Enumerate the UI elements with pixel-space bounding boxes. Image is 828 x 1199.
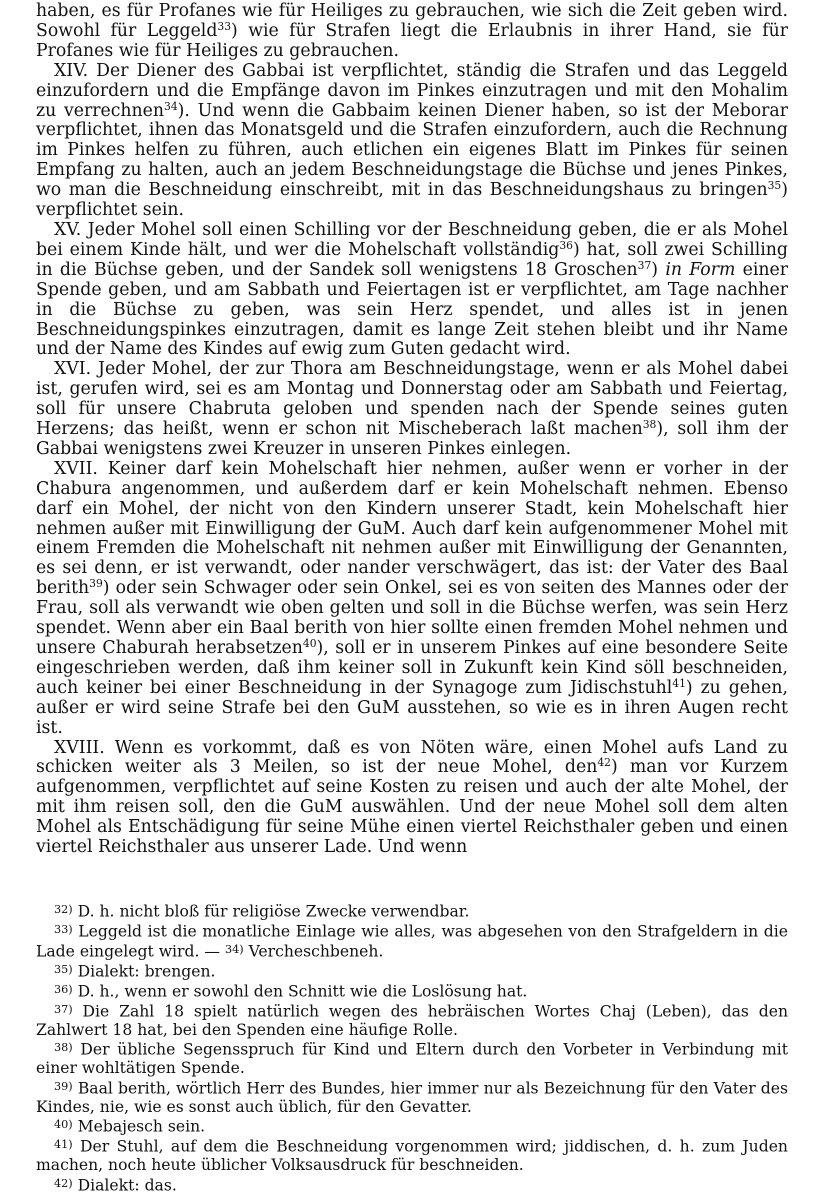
- paragraph-text: einer Spende geben, und am Sabbath und Feiertagen ist er verpflichtet, am Tage nachher in die Büchse zu geben, was sein Herz spendet, und alles ist in jenen Beschneidungspinkes einzutragen, damit es lange Zeit stehen bleibt und ihr Name und der Name des Kindes auf ewig zum Guten gedacht wird.: [36, 259, 788, 360]
- footnote-ref-41: 41: [672, 676, 686, 690]
- footnote-ref-33: 33: [217, 20, 232, 34]
- footnote-number: 38): [54, 1041, 73, 1055]
- footnote-39: [36, 1078, 788, 1117]
- main-text: [36, 2, 788, 858]
- section-number: XVI.: [54, 359, 92, 380]
- footnote-text: Dialekt: brengen.: [77, 962, 216, 981]
- paragraph-text: ), soll er in unserem Pinkes auf eine besondere Seite eingeschrieben werden, daß ihm keiner soll in Zukunft kein Kind söll beschneiden, auch keiner bei einer Beschneidung in der Synagoge zum Jidischstuhl: [36, 638, 788, 698]
- footnote-number-value: 35: [54, 962, 69, 976]
- footnote-number-value: 34: [224, 942, 240, 956]
- footnote-text: Vercheschbeneh.: [248, 942, 384, 961]
- footnote-ref-36: 36: [559, 238, 573, 252]
- footnote-ref-38: 38: [642, 418, 657, 432]
- paragraph-text: ) oder sein Schwager oder sein Onkel, sei es von seiten des Mannes oder der Frau, soll als verwandt wie oben gelten und soll in die Büchse werfen, was sein Herz spendet. Wenn aber ein Baal berith von hier sollte einen fremden Mohel nehmen und unsere Chaburah herabsetzen: [36, 578, 788, 658]
- footnote-number: 37): [54, 1002, 73, 1016]
- footnote-number-value: 37: [54, 1002, 69, 1016]
- footnote-40: [36, 1116, 788, 1136]
- footnote-text: D. h. nicht bloß für religiöse Zwecke verwendbar.: [77, 902, 470, 921]
- section-number: XV.: [54, 219, 82, 240]
- footnote-number-value: 36: [54, 982, 69, 996]
- paragraph-xviii: [36, 739, 788, 858]
- paragraph-text: Jeder Mohel soll einen Schilling vor der Beschneidung geben, die er als Mohel bei einem Kinde hält, und wer die Mohelschaft vollständig: [36, 219, 788, 260]
- paragraph-text: ): [651, 259, 666, 280]
- footnote-41: [36, 1136, 788, 1175]
- paragraph-text: Jeder Mohel, der zur Thora am Beschneidungstage, wenn er als Mohel dabei ist, gerufen wird, sei es am Montag und Donnerstag oder am Sabbath und Feiertag, soll für unsere Chabruta geloben und spenden nach der Spende seines guten Herzens; das heißt, wenn er schon nit Mischeberach laßt machen: [36, 359, 788, 440]
- paragraph-text: Keiner darf kein Mohelschaft hier nehmen, außer wenn er vorher in der Chabura angenommen, und außerdem darf er kein Mohelschaft nehmen. Ebenso darf ein Mohel, der nicht von den Kindern unserer Stadt, kein Mohelschaft hier nehmen außer mit Einwilligung der GuM. Auch darf kein aufgenommener Mohel mit einem Fremden die Mohelschaft nit nehmen außer mit Einwilligung der Genannten, es sei denn, er ist verwandt, oder nander verschwägert, das ist: der Vater des Baal berith: [36, 458, 788, 599]
- footnote-text: Die Zahl 18 spielt natürlich wegen des hebräischen Wortes Chaj (Leben), das den Zahlwert 18 hat, bei den Spenden eine häufige Rolle.: [36, 1002, 788, 1039]
- footnote-number: 42): [54, 1176, 73, 1190]
- footnote-ref-35: 35: [767, 179, 782, 193]
- paragraph-text: ) wie für Strafen liegt die Erlaubnis in ihrer Hand, sie für Profanes wie für Heiliges zu gebrauchen.: [36, 20, 788, 61]
- footnote-number-value: 32: [54, 903, 69, 916]
- footnote-text: Baal berith, wörtlich Herr des Bundes, hier immer nur als Bezeichnung für den Vater des Kindes, nie, wie es sonst auch üblich, für den Gevatter.: [36, 1079, 788, 1116]
- footnote-32: [36, 901, 788, 921]
- footnote-text: Mebajesch sein.: [77, 1117, 206, 1136]
- footnote-ref-40: 40: [302, 637, 317, 651]
- footnote-number: 34): [224, 942, 244, 956]
- paragraph-xvii: [36, 460, 788, 739]
- paragraph-text: ) zu gehen, außer er wird seine Strafe bei den GuM ausstehen, so wie es in ihren Augen recht ist.: [36, 677, 788, 738]
- footnote-number-value: 38: [54, 1041, 69, 1055]
- footnote-number: 36): [54, 982, 73, 996]
- footnote-number: 40): [54, 1118, 73, 1132]
- paragraph-text: Der Diener des Gabbai ist verpflichtet, ständig die Strafen und das Leggeld einzufordern und die Empfänge davon im Pinkes einzutragen und mit den Mohalim zu verrechnen: [36, 60, 788, 121]
- paragraph-text: ) hat, soll zwei Schilling in die Büchse geben, und der Sandek soll wenigstens 18 Groschen: [36, 239, 788, 280]
- footnote-text: Der Stuhl, auf dem die Beschneidung vorgenommen wird; jiddischen, d. h. zum Juden machen, noch heute üblicher Volksausdruck für beschneiden.: [36, 1137, 788, 1175]
- footnote-ref-42: 42: [597, 756, 611, 770]
- paragraph-xv: [36, 221, 788, 360]
- footnote-ref-37: 37: [637, 258, 652, 272]
- paragraph-text: ) verpflichtet sein.: [36, 180, 788, 221]
- paragraph-text: ) man vor Kurzem aufgenommen, verpflichtet auf seine Kosten zu reisen und auch der alte Mohel, der mit ihm reisen soll, den die GuM auswählen. Und der neue Mohel soll dem alten Mohel als Entschädigung für seine Mühe einen viertel Reichsthaler geben und einen viertel Reichsthaler aus unserer Lade. Und wenn: [36, 757, 788, 858]
- footnote-35: [36, 961, 788, 981]
- section-number: XVII.: [54, 458, 98, 479]
- footnote-number: 35): [54, 962, 73, 976]
- footnotes: [36, 901, 788, 1195]
- section-number: XVIII.: [54, 737, 105, 758]
- footnote-ref-39: 39: [89, 577, 103, 591]
- footnote-38: [36, 1039, 788, 1078]
- footnote-number: 41): [54, 1138, 73, 1152]
- paragraph-text: ), soll ihm der Gabbai wenigstens zwei Kreuzer in unseren Pinkes einlegen.: [36, 419, 788, 459]
- footnote-text: D. h., wenn er sowohl den Schnitt wie die Loslösung hat.: [77, 982, 528, 1001]
- footnote-number-value: 40: [54, 1118, 69, 1132]
- footnote-33: [36, 921, 788, 961]
- paragraph-text: Wenn es vorkommt, daß es von Nöten wäre, einen Mohel aufs Land zu schicken weiter als 3 Meilen, so ist der neue Mohel, den: [36, 737, 788, 778]
- paragraph-text: ). Und wenn die Gabbaim keinen Diener haben, so ist der Meborar verpflichtet, ihnen das Monatsgeld und die Strafen einzufordern, auch die Rechnung im Pinkes helfen zu führen, auch etlichen ein eigenes Blatt im Pinkes für seinen Empfang zu halten, auch an jedem Beschneidungstage die Büchse und jenes Pinkes, wo man die Beschneidung einschreibt, mit in das Beschneidungshaus zu bringen: [36, 100, 788, 201]
- editorial-insertion: in Form: [665, 259, 736, 280]
- footnote-number: 33): [54, 922, 73, 936]
- footnote-number-value: 41: [54, 1138, 69, 1152]
- footnote-number-value: 42: [54, 1176, 69, 1190]
- footnote-number: 39): [54, 1079, 73, 1093]
- footnote-ref-34: 34: [164, 99, 178, 113]
- footnote-text: Der übliche Segensspruch für Kind und Eltern durch den Vorbeter in Verbindung mit einer wohltätigen Spende.: [36, 1040, 788, 1078]
- footnote-number: 32): [54, 903, 73, 916]
- footnote-42: [36, 1175, 788, 1195]
- section-number: XIV.: [54, 60, 89, 81]
- footnote-number-value: 33: [54, 922, 69, 936]
- footnote-text: Leggeld ist die monatliche Einlage wie alles, was abgesehen von den Strafgeldern in die Lade eingelegt wird. —: [36, 922, 788, 961]
- footnote-36: [36, 981, 788, 1001]
- paragraph-continuation: [36, 2, 788, 62]
- paragraph-xiv: [36, 62, 788, 221]
- paragraph-xvi: [36, 360, 788, 460]
- footnote-37: [36, 1001, 788, 1040]
- paragraph-text: haben, es für Profanes wie für Heiliges zu gebrauchen, wie sich die Zeit geben wird. Sowohl für Leggeld: [36, 1, 788, 41]
- footnote-number-value: 39: [54, 1079, 69, 1093]
- footnote-text: Dialekt: das.: [77, 1176, 177, 1195]
